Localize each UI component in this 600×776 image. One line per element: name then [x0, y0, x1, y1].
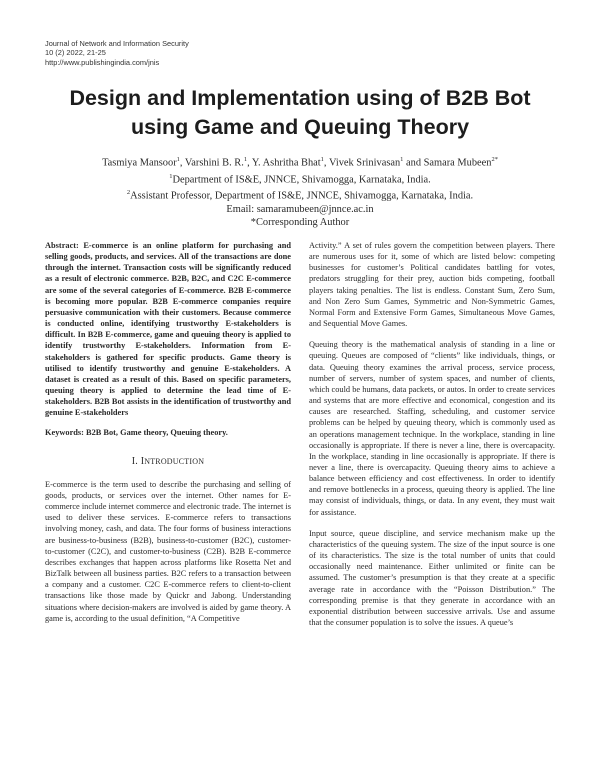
intro-paragraph-1: E-commerce is the term used to describe the purchasing and selling of goods, products, or services over the internet. Other names for E-commerce include internet commerce and electronic trade. The internet is used to deliver these services. E-commerce refers to transactions involving money, cash, and data. The four forms of business interactions are business-to-business (B2B), business-to-customer (B2C), customer-to-customer (C2C), and customer-to-business (C2B). B2B E-commerce describes exchanges that happen across platforms like Rosetta Net and BizTalk between all business parties. B2C refers to a transaction between a company and a customer. C2C E-commerce refers to client-to-client transactions like those made by Quickr and Jabong. Understanding situations where decision-makers are involved is aided by game theory. A game is, according to the usual definition, “A Competitive [45, 479, 291, 623]
corresponding-author: *Corresponding Author [250, 217, 350, 229]
body-paragraph-game-theory: Activity.” A set of rules govern the competition between players. There are numerous uses for it, some of which are listed below: competing businesses for customer’s Political candidates battling for votes, predators struggling for their prey, auction bids competing, football players taking penalties. The list is endless. Constant Sum, Zero Sum, and Non Zero Sum Games, Symmetric and Non-Symmetric Games, Normal Form and Extensive Form Games, Simultaneous Move Games, and Sequential Move Games. [309, 241, 555, 329]
keywords-text: B2B Bot, Game theory, Queuing theory. [86, 427, 228, 437]
author-name: Samara Mubeen [423, 157, 492, 169]
journal-name: Journal of Network and Information Security [45, 39, 189, 48]
journal-volume: 10 (2) 2022, 21-25 [45, 48, 106, 58]
journal-header [45, 39, 189, 67]
body-paragraph-queuing-system: Input source, queue discipline, and service mechanism make up the characteristics of the queuing system. The size of the input source is one of its characteristics. The size is the total number of units that could occasionally need maintenance. Either unlimited or finite can be assumed. The customer’s presumption is that they create at a specific average rate in accordance with the “Poisson Distribution.” The corresponding premise is that they generate in accordance with an exponential distribution between successive arrivals. Use and assume that the consumer population is to solve the issues. A queue’s [309, 528, 555, 627]
abstract-label: Abstract: [45, 241, 79, 250]
author-email: Email: samaramubeen@jnnce.ac.in [226, 204, 374, 216]
author-list: Tasmiya Mansoor$^1$, Varshini B. R.$^1$, Y. Ashritha Bhat$^1$, Vivek Srinivasan$^1$ and Samara Mubeen$^{2*}$ [102, 156, 498, 169]
left-column [45, 240, 291, 624]
author-name: Y. Ashritha Bhat [251, 157, 321, 169]
right-column [309, 240, 555, 628]
keywords [45, 427, 291, 438]
affiliation-2: $^2$Assistant Professor, Department of IS&E, JNNCE, Shivamogga, Karnataka, India. [126, 189, 474, 202]
title-line-2: using Game and Queuing Theory [130, 115, 470, 139]
author-sup: 1 [320, 156, 324, 163]
author-sup: 1 [400, 156, 404, 163]
abstract-text: E-commerce is an online platform for purchasing and selling goods, products, and services. All of the transactions are done through the internet. Transaction costs will be significantly reduced as a result of electronic commerce. B2B, B2C, and C2C E-commerce are some of the several categories of E-commerce. B2B E-commerce is becoming more popular. B2B E-commerce companies require persuasive communication with their customers. Because commerce is conducted online, identifying trustworthy E-stakeholders is difficult. In B2B E-commerce, game and queuing theory is applied to identify trustworthy E-stakeholders. Information from E-stakeholders is gathered for specific products. Game theory is utilised to identify trustworthy and genuine E-stakeholders. A dataset is created as a result of this. Based on specific parameters, queuing theory is applied to determine the lead time of E-stakeholders. B2B Bot assists in the identification of trustworthy and genuine E-stakeholders [45, 241, 292, 418]
author-sup: 1 [176, 156, 180, 163]
author-sup: 2* [491, 156, 498, 163]
paper-title [20, 84, 580, 142]
author-name: Varshini B. R. [184, 157, 244, 169]
section-heading-introduction: I. INTRODUCTION [131, 455, 205, 467]
keywords-label: Keywords: [45, 427, 84, 437]
author-name: Vivek Srinivasan [328, 157, 401, 169]
abstract [45, 240, 291, 419]
affiliation-1: $^1$Department of IS&E, JNNCE, Shivamogga, Karnataka, India. [169, 172, 431, 186]
author-sup: 1 [243, 156, 248, 163]
author-name: Tasmiya Mansoor [102, 157, 177, 169]
title-line-1: Design and Implementation using of B2B Bot [69, 86, 531, 110]
author-block [40, 153, 560, 229]
journal-url: http://www.publishingindia.com/jnis [45, 57, 160, 67]
body-paragraph-queuing-theory: Queuing theory is the mathematical analysis of standing in a line or queuing. Queues are composed of “clients” like individuals, things, or data. Queuing theory examines the arrival process, service process, number of servers, number of system spaces, and number of clients, which could be humans, data packets, or autos. In order to create services and systems that are more effective and economical, congestion and its causes are researched. Staffing, scheduling, and customer service problems can be helped by queuing theory, which is commonly used as an operations management technique. In the workplace, standing in line occasionally is appropriate. If there is never a line, there is overcapacity. In the workplace, standing in line occasionally is appropriate. If there is never a line, there is overcapacity. Queuing theory aims to achieve a balance between efficiency and cost effectiveness. In order to identify and remove bottlenecks in a process, queuing theory is applied. The line may consist of individuals, things, or data. In any event, they must wait for assistance. [309, 340, 555, 517]
